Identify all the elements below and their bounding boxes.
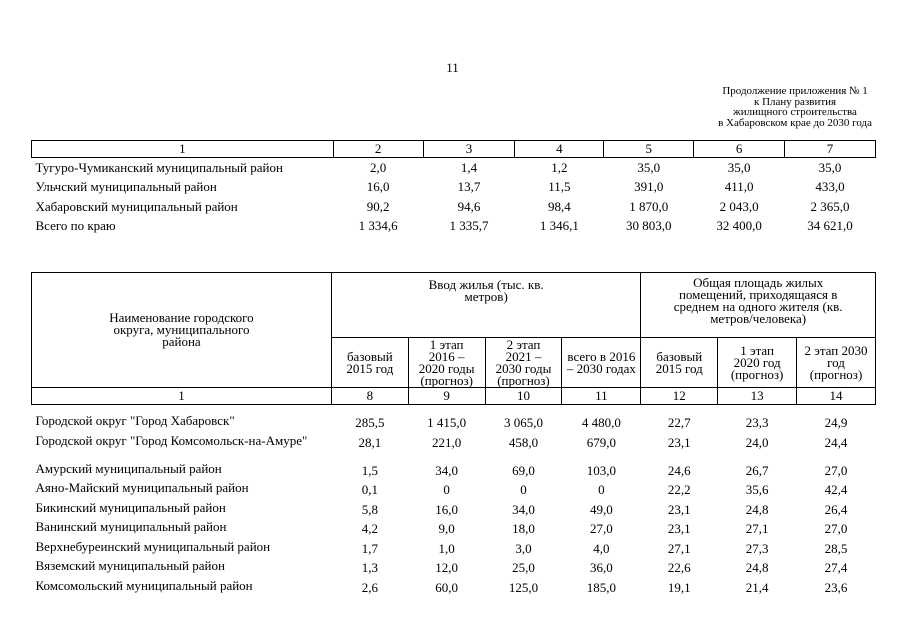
- col-number: 1: [32, 388, 332, 405]
- cell: 1 335,7: [449, 218, 489, 234]
- cell: 2,0: [369, 159, 387, 175]
- table-row: [32, 560, 876, 580]
- col-number: 10: [485, 388, 562, 405]
- cell: 23,1: [667, 501, 691, 517]
- subheader: 2 этап 2021 – 2030 годы (прогноз): [485, 338, 562, 388]
- cell: 221,0: [432, 434, 462, 450]
- cell: 1,7: [361, 540, 378, 556]
- table-header-row: [32, 141, 876, 158]
- subheader: базовый 2015 год: [641, 338, 718, 388]
- cell: 2,6: [361, 579, 378, 595]
- cell: 679,0: [586, 434, 616, 450]
- cell: 35,6: [745, 482, 769, 497]
- row-name: Ванинский муниципальный район: [35, 519, 227, 534]
- cell: 26,7: [745, 462, 769, 478]
- cell: 35,0: [637, 159, 661, 175]
- cell: 2 043,0: [719, 198, 759, 214]
- appendix-line-1: Продолжение приложения № 1: [722, 85, 868, 97]
- col-number: 11: [562, 388, 641, 405]
- row-name: Бикинский муниципальный район: [35, 499, 226, 515]
- cell: 24,6: [667, 462, 691, 478]
- cell: 185,0: [586, 579, 616, 595]
- cell: 32 400,0: [716, 218, 762, 234]
- col-number: 5: [604, 141, 694, 158]
- cell: 26,4: [824, 501, 848, 517]
- cell: 27,0: [824, 521, 848, 536]
- row-name: Всего по краю: [35, 218, 116, 234]
- cell: 433,0: [815, 179, 845, 195]
- cell: 9,0: [438, 521, 455, 536]
- cell: 90,2: [366, 198, 390, 214]
- cell: 25,0: [512, 560, 535, 575]
- cell: 27,0: [824, 462, 848, 478]
- cell: 35,0: [727, 159, 751, 175]
- cell: 125,0: [508, 579, 539, 595]
- cell: 23,1: [667, 434, 691, 450]
- cell: 24,0: [745, 434, 769, 450]
- cell: 28,5: [824, 540, 848, 556]
- row-name: Городской округ "Город Комсомольск-на-Амуре": [35, 432, 308, 448]
- cell: 1,2: [551, 159, 568, 175]
- cell: 30 803,0: [625, 218, 672, 234]
- cell: 0: [443, 482, 450, 497]
- cell: 12,0: [435, 560, 459, 575]
- cell: 23,1: [667, 521, 691, 536]
- cell: 18,0: [512, 521, 535, 536]
- cell: 24,8: [745, 501, 769, 517]
- cell: 1 346,1: [539, 218, 579, 234]
- row-name: Комсомольский муниципальный район: [35, 577, 253, 593]
- cell: 2 365,0: [810, 198, 850, 214]
- cell: 49,0: [590, 501, 613, 517]
- cell: 22,6: [667, 560, 691, 575]
- page-number: 11: [446, 60, 459, 75]
- cell: 103,0: [586, 462, 616, 478]
- appendix-line-2: к Плану развития: [753, 95, 837, 108]
- group-header-area-per-resident: Общая площадь жилых помещений, приходящаяся в среднем на одного жителя (кв. метров/человека): [641, 273, 876, 338]
- cell: 1 334,6: [358, 218, 398, 234]
- cell: 35,0: [818, 159, 842, 175]
- table-row: [32, 158, 876, 178]
- row-name: Тугуро-Чумиканский муниципальный район: [35, 159, 283, 175]
- table-row: [32, 435, 876, 463]
- table-row: [32, 197, 876, 217]
- subheader: 1 этап 2020 год (прогноз): [718, 338, 797, 388]
- row-name: Хабаровский муниципальный район: [35, 198, 238, 214]
- table-housing: [31, 272, 876, 599]
- subheader: всего в 2016 – 2030 годах: [562, 338, 641, 388]
- cell: 27,4: [824, 560, 848, 575]
- cell: 3 065,0: [504, 415, 543, 430]
- cell: 391,0: [634, 179, 664, 195]
- table-row: [32, 415, 876, 435]
- cell: 21,4: [745, 579, 769, 595]
- cell: 3,0: [515, 540, 532, 556]
- cell: 285,5: [355, 415, 385, 430]
- cell: 1,0: [438, 540, 455, 556]
- cell: 36,0: [590, 560, 613, 575]
- row-name: Амурский муниципальный район: [35, 460, 222, 476]
- cell: 69,0: [512, 462, 535, 478]
- group-header-housing-input: Ввод жилья (тыс. кв. метров): [331, 273, 640, 338]
- row-name: Верхнебуреинский муниципальный район: [35, 538, 271, 554]
- col-number: 1: [32, 141, 334, 158]
- cell: 0: [520, 482, 527, 497]
- cell: 24,4: [824, 434, 848, 450]
- cell: 22,2: [667, 482, 691, 497]
- col-number: 9: [408, 388, 485, 405]
- table-row: [32, 482, 876, 502]
- table-continuation: [31, 140, 876, 236]
- col-number: 7: [785, 141, 876, 158]
- cell: 23,6: [824, 579, 848, 595]
- cell: 28,1: [358, 434, 382, 450]
- col-number: 13: [718, 388, 797, 405]
- appendix-caption: [718, 86, 872, 128]
- cell: 16,0: [435, 501, 459, 517]
- cell: 27,1: [745, 521, 769, 536]
- cell: 34 621,0: [807, 218, 853, 234]
- subheader: 2 этап 2030 год (прогноз): [797, 338, 876, 388]
- cell: 42,4: [824, 482, 848, 497]
- cell: 34,0: [435, 462, 459, 478]
- table-row: [32, 217, 876, 237]
- col-number: 2: [333, 141, 423, 158]
- row-name: Аяно-Майский муниципальный район: [35, 480, 249, 495]
- cell: 411,0: [724, 179, 754, 195]
- col-number: 3: [423, 141, 515, 158]
- col-number: 12: [641, 388, 718, 405]
- table-header-row: [32, 273, 876, 338]
- cell: 16,0: [366, 179, 390, 195]
- cell: 19,1: [667, 579, 691, 595]
- cell: 1,3: [361, 560, 378, 575]
- cell: 1,5: [361, 462, 378, 478]
- cell: 60,0: [435, 579, 459, 595]
- cell: 22,7: [667, 415, 691, 430]
- cell: 5,8: [361, 501, 378, 517]
- cell: 458,0: [508, 434, 539, 450]
- cell: 0: [598, 482, 605, 497]
- table-row: [32, 521, 876, 541]
- column-numbers-row: [32, 388, 876, 405]
- cell: 4,2: [361, 521, 378, 536]
- cell: 94,6: [457, 198, 481, 214]
- cell: 0,1: [361, 482, 378, 497]
- col-number: 6: [694, 141, 785, 158]
- cell: 98,4: [547, 198, 571, 214]
- row-name: Вяземский муниципальный район: [35, 558, 225, 573]
- cell: 1,4: [460, 159, 478, 175]
- cell: 27,1: [667, 540, 691, 556]
- row-name: Ульчский муниципальный район: [35, 179, 217, 195]
- table-row: [32, 580, 876, 600]
- col-number: 8: [331, 388, 408, 405]
- cell: 27,0: [590, 521, 613, 536]
- row-name: Городской округ "Город Хабаровск": [35, 413, 235, 428]
- cell: 34,0: [512, 501, 535, 517]
- cell: 4 480,0: [581, 415, 621, 430]
- cell: 13,7: [457, 179, 481, 195]
- subheader: 1 этап 2016 – 2020 годы (прогноз): [408, 338, 485, 388]
- appendix-line-4: в Хабаровском крае до 2030 года: [718, 116, 872, 129]
- name-column-header: Наименование городского округа, муниципального района: [32, 273, 332, 388]
- cell: 1 415,0: [427, 415, 467, 430]
- cell: 24,8: [745, 560, 769, 575]
- table-row: [32, 178, 876, 198]
- appendix-line-3: жилищного строительства: [733, 106, 857, 118]
- cell: 24,9: [824, 415, 848, 430]
- cell: 1 870,0: [629, 198, 669, 214]
- cell: 27,3: [745, 540, 769, 556]
- subheader: базовый 2015 год: [331, 338, 408, 388]
- col-number: 4: [515, 141, 604, 158]
- cell: 23,3: [745, 415, 769, 430]
- col-number: 14: [797, 388, 876, 405]
- cell: 4,0: [593, 540, 610, 556]
- cell: 11,5: [548, 179, 571, 195]
